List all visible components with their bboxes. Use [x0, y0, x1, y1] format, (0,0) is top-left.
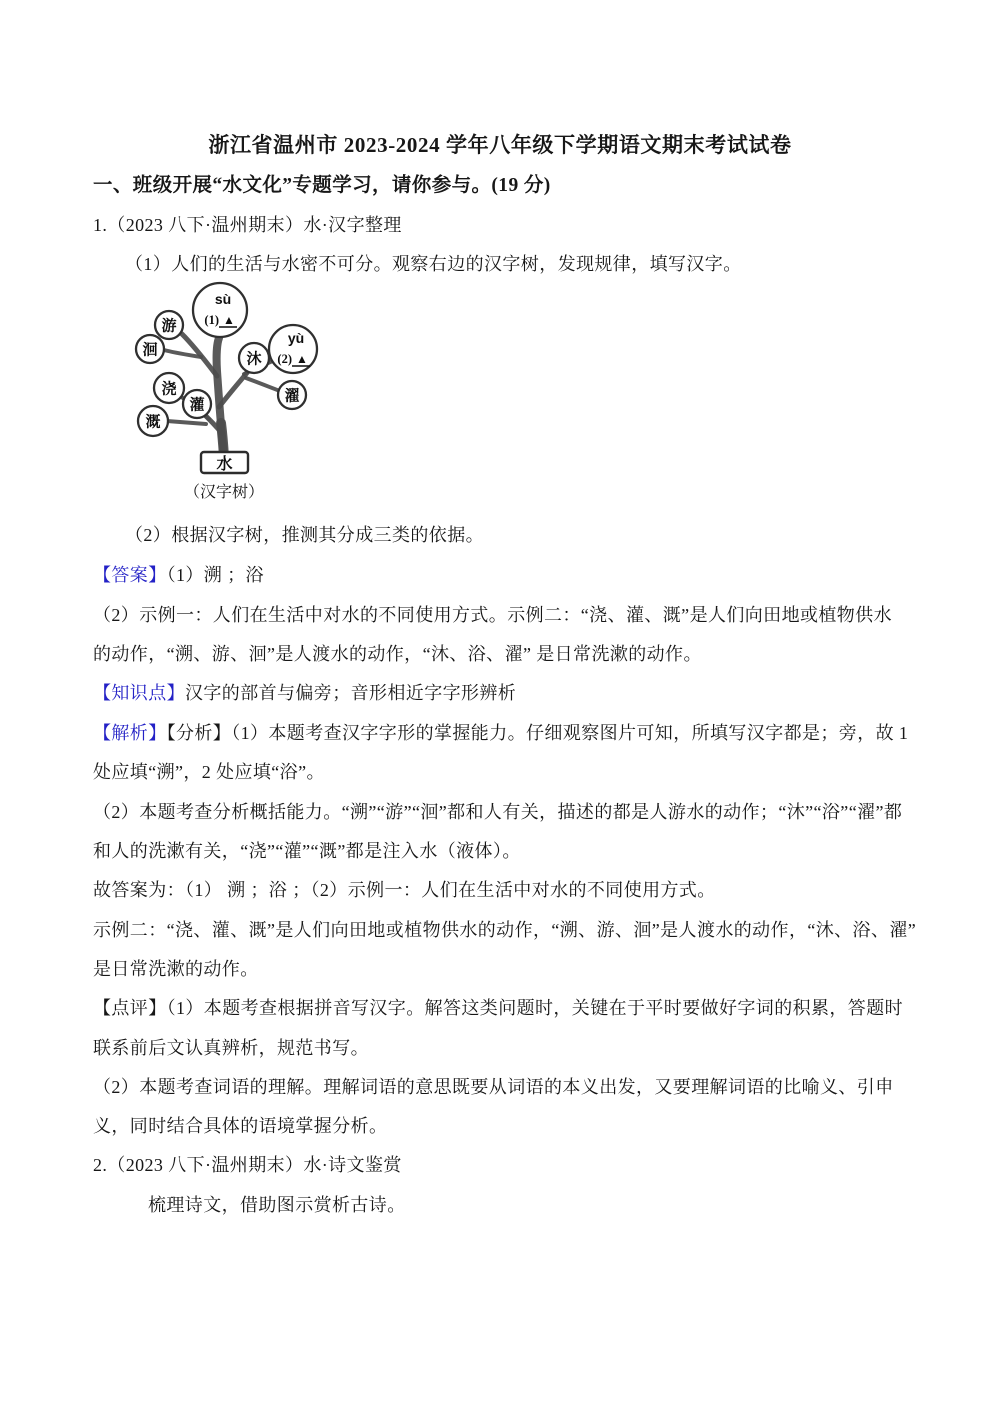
analysis-line-3	[93, 800, 902, 824]
tree-node-label: 游	[161, 318, 177, 335]
hanzi-tree-diagram	[105, 281, 375, 513]
analysis-line-5	[93, 878, 716, 902]
tree-node-number: (1)	[204, 313, 219, 327]
tree-node-blank	[269, 325, 317, 373]
tree-node-label: 洄	[142, 342, 158, 359]
tree-node-pinyin: yù	[287, 330, 305, 346]
analysis-line-2	[93, 760, 325, 784]
analysis-line-5-seg: 故答案为：（1） 溯 ；浴 ；（2）示例一：人们在生活中对水的不同使用方式。	[93, 880, 716, 900]
answer-line-1	[93, 563, 264, 587]
analysis-line-4	[93, 839, 521, 863]
tree-branch	[246, 378, 280, 391]
analysis-line-6-seg: 示例二：“浇、灌、溉”是人们向田地或植物供水的动作，“溯、游、洄”是人渡水的动作，“沐、浴、濯”	[93, 920, 917, 940]
analysis-line-6	[93, 918, 916, 942]
question-2-intro-seg: 梳理诗文，借助图示赏析古诗。	[148, 1195, 406, 1215]
tree-node-char	[136, 335, 164, 363]
tree-node-char	[183, 390, 211, 418]
question-2-header	[93, 1153, 402, 1177]
analysis-line-2-seg: 处应填“溯”，2 处应填“浴”。	[93, 762, 325, 782]
tree-node-char	[155, 311, 183, 339]
tree-branch	[167, 421, 206, 424]
tree-node-char	[278, 381, 306, 409]
tree-node-char	[239, 343, 269, 373]
page-title	[0, 131, 1000, 159]
tree-node-char	[138, 406, 168, 436]
knowledge-point-line-seg: 【知识点】	[93, 683, 185, 703]
tree-node-blank-mark: ▲	[223, 313, 235, 327]
analysis-line-4-seg: 和人的洗漱有关，“浇”“灌”“溉”都是注入水（液体）。	[93, 841, 521, 861]
tree-node-label: 濯	[284, 388, 300, 405]
analysis-line-1-seg: 【分析】（1）本题考查汉字字形的掌握能力。仔细观察图片可知，所填写汉字都是；旁，故 1	[166, 723, 909, 743]
answer-line-1-seg: 【答案】	[93, 565, 167, 585]
answer-line-3	[93, 642, 702, 666]
analysis-line-1-seg: 【解析】	[93, 723, 167, 743]
knowledge-point-line	[93, 681, 516, 705]
answer-line-2	[93, 603, 892, 627]
tree-node-pinyin: sù	[214, 291, 232, 307]
hanzi-tree-figure	[105, 281, 375, 513]
question-2-header-seg: 2.（2023 八下·温州期末）水·诗文鉴赏	[93, 1155, 402, 1175]
tree-node-label: 溉	[145, 414, 161, 431]
answer-line-1-seg: （1）溯 ；浴	[166, 565, 264, 585]
question-1-part1	[125, 252, 742, 276]
tree-node-number: (2)	[277, 352, 292, 366]
answer-line-2-seg: （2）示例一：人们在生活中对水的不同使用方式。示例二：“浇、灌、溉”是人们向田地或植物供水	[93, 605, 892, 625]
question-2-intro	[148, 1193, 406, 1217]
comment-line-1	[93, 996, 903, 1020]
tree-node-label: 灌	[189, 397, 205, 414]
answer-line-3-seg: 的动作，“溯、游、洄”是人渡水的动作，“沐、浴、濯” 是日常洗漱的动作。	[93, 644, 702, 664]
analysis-line-7	[93, 957, 259, 981]
tree-node-char	[154, 373, 184, 403]
analysis-line-7-seg: 是日常洗漱的动作。	[93, 959, 259, 979]
comment-line-4	[93, 1114, 387, 1138]
comment-line-3	[93, 1075, 894, 1099]
section-heading-seg: 一、班级开展“水文化”专题学习，请你参与。(19 分)	[93, 175, 551, 196]
analysis-line-1	[93, 721, 908, 745]
question-1-header	[93, 213, 402, 237]
page-title-seg: 浙江省温州市 2023-2024 学年八年级下学期语文期末考试试卷	[208, 133, 792, 157]
tree-node-label: 浇	[161, 381, 177, 398]
tree-root-label: 水	[216, 455, 233, 473]
comment-line-1-seg: 【点评】（1）本题考查根据拼音写汉字。解答这类问题时，关键在于平时要做好字词的积累，答题时	[93, 998, 903, 1018]
comment-line-4-seg: 义，同时结合具体的语境掌握分析。	[93, 1116, 388, 1136]
comment-line-3-seg: （2）本题考查词语的理解。理解词语的意思既要从词语的本义出发，又要理解词语的比喻义、引申	[93, 1077, 894, 1097]
tree-caption: （汉字树）	[183, 484, 265, 501]
question-1-header-seg: 1.（2023 八下·温州期末）水·汉字整理	[93, 215, 402, 235]
question-1-part2	[125, 523, 484, 547]
comment-line-2-seg: 联系前后文认真辨析，规范书写。	[93, 1038, 369, 1058]
tree-node-blank	[193, 283, 247, 337]
section-heading	[93, 173, 551, 199]
question-1-part2-seg: （2）根据汉字树，推测其分成三类的依据。	[125, 525, 484, 545]
analysis-line-3-seg: （2）本题考查分析概括能力。“溯”“游”“洄”都和人有关，描述的都是人游水的动作；“沐”“浴”“濯”都	[93, 802, 903, 822]
tree-node-label: 沐	[246, 351, 262, 368]
question-1-part1-seg: （1）人们的生活与水密不可分。观察右边的汉字树，发现规律，填写汉字。	[125, 254, 742, 274]
tree-node-blank-mark: ▲	[296, 352, 308, 366]
knowledge-point-line-seg: 汉字的部首与偏旁；音形相近字字形辨析	[185, 683, 517, 703]
comment-line-2	[93, 1036, 369, 1060]
